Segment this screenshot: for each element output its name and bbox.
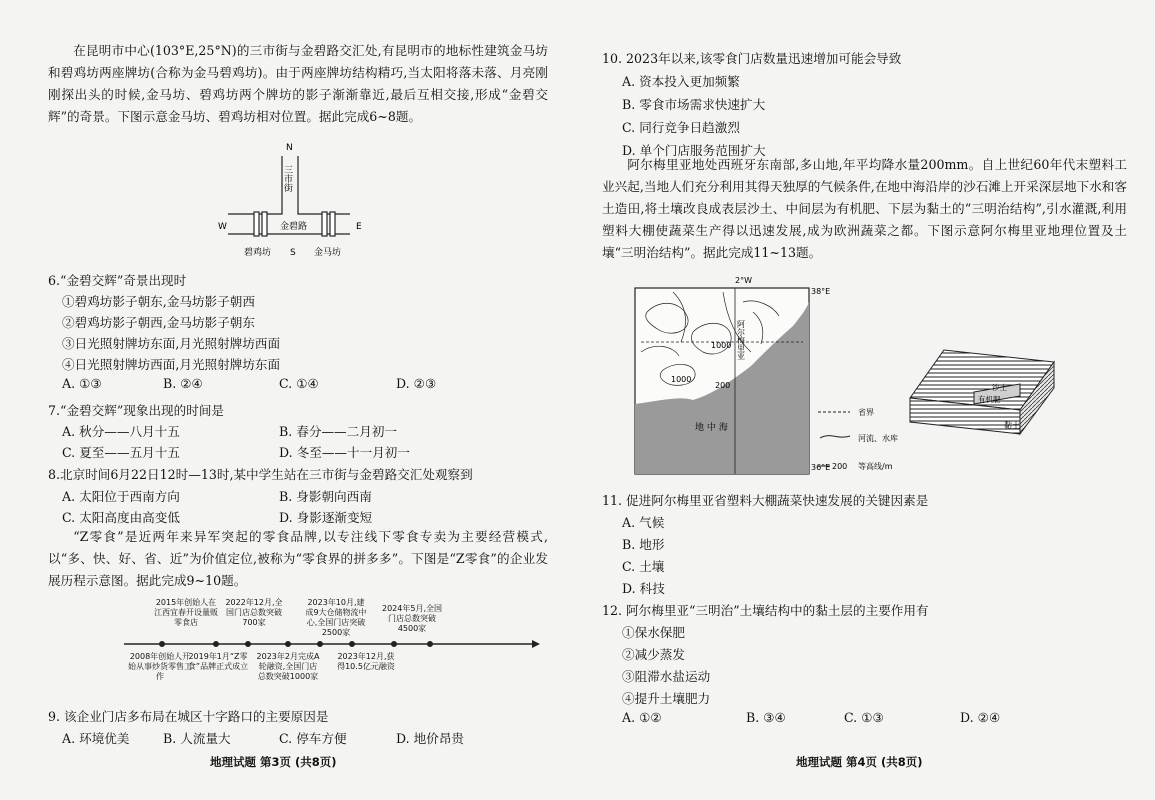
south-label: S [290,248,296,258]
q10-stem: 10. 2023年以来,该零食门店数量迅速增加可能会导致 [602,51,902,66]
q12-option-a[interactable]: A. ①② [622,710,662,725]
west-label: W [218,222,227,232]
q10-option-d[interactable]: D. 单个门店服务范围扩大 [622,143,766,158]
q7-stem: 7.“金碧交辉”现象出现的时间是 [48,403,225,418]
soil-structure-diagram [904,344,1064,444]
q7-option-a[interactable]: A. 秋分——八月十五 [62,424,180,439]
q7-option-c[interactable]: C. 夏至——五月十五 [62,445,180,460]
map-contour: 1000 [671,375,692,384]
almeria-map [633,272,843,478]
timeline-event: 2024年5月,全国门店总数突破4500家 [382,604,442,633]
timeline-event: 2023年10月,建成9大仓储物流中心,全国门店突破2500家 [305,598,367,637]
q8-option-b[interactable]: B. 身影朝向西南 [279,489,372,504]
q10-option-b[interactable]: B. 零食市场需求快速扩大 [622,97,766,112]
timeline-event: 2022年12月,全国门店总数突破700家 [225,598,283,627]
q11-option-c[interactable]: C. 土壤 [622,559,665,574]
q11-option-d[interactable]: D. 科技 [622,581,665,596]
right-page [578,0,1155,800]
q8-option-a[interactable]: A. 太阳位于西南方向 [62,489,180,504]
q6-item: ③日光照射牌坊东面,月光照射牌坊西面 [62,336,281,351]
q8-option-d[interactable]: D. 身影逐渐变短 [279,510,373,525]
q11-stem: 11. 促进阿尔梅里亚省塑料大棚蔬菜快速发展的关键因素是 [602,493,929,508]
q9-stem: 9. 该企业门店多布局在城区十字路口的主要原因是 [48,709,329,724]
q12-item: ②减少蒸发 [622,647,685,662]
legend-contour: 等高线/m [858,462,893,471]
q12-item: ④提升土壤肥力 [622,691,711,706]
q7-option-b[interactable]: B. 春分——二月初一 [279,424,398,439]
q12-item: ③阻滞水盐运动 [622,669,711,684]
bijifang-label: 碧鸡坊 [244,248,272,258]
east-label: E [356,222,362,232]
q11-option-b[interactable]: B. 地形 [622,537,665,552]
map-lon: 2°W [735,276,752,285]
q6-option-b[interactable]: B. ②④ [163,376,203,391]
q12-stem: 12. 阿尔梅里亚“三明治”土壤结构中的黏土层的主要作用有 [602,603,929,618]
q12-option-b[interactable]: B. ③④ [746,710,786,725]
timeline-event: 2023年2月完成A轮融资,全国门店总数突破1000家 [256,652,320,681]
soil-clay-label: 黏土 [1004,421,1020,430]
map-lat-top: 38°E [811,287,831,296]
q12-option-d[interactable]: D. ②④ [960,710,1001,725]
legend-river: 河流、水库 [858,434,898,443]
passage-jinbi: 在昆明市中心(103°E,25°N)的三市街与金碧路交汇处,有昆明市的地标性建筑金马坊和碧鸡坊两座牌坊(合称为金马碧鸡坊)。由于两座牌坊结构精巧,当太阳将落未落、月亮刚刚探出头的时候,金马坊、碧鸡坊两个牌坊的影子渐渐靠近,最后互相交接,形成“金碧交辉”的奇景。下图示意金马坊、碧鸡坊相对位置。据此完成6~8题。 [48,43,548,124]
timeline-event: 2015年创始人在江西宜春开设量贩零食店 [154,598,218,627]
map-sea: 地 中 海 [695,423,728,433]
page-footer: 地理试题 第3页 (共8页) [210,755,337,769]
soil-organic-label: 有机肥 [978,395,1001,404]
q12-item: ①保水保肥 [622,625,685,640]
map-contour: 200 [715,381,731,390]
passage-almeria: 阿尔梅里亚地处西班牙东南部,多山地,年平均降水量200mm。自上世纪60年代末塑料工业兴起,当地人们充分利用其得天独厚的气候条件,在地中海沿岸的沙石滩上开采深层地下水和客土造田,将土壤改良成表层沙土、中间层为有机肥、下层为黏土的“三明治结构”,引水灌溉,利用塑料大棚使蔬菜生产得以迅速发展,成为欧洲蔬菜之都。下图示意阿尔梅里亚地理位置及土壤“三明治结构”。据此完成11~13题。 [602,157,1127,260]
q12-option-c[interactable]: C. ①③ [844,710,884,725]
legend-contour-value: 200 [832,462,848,471]
road-label: 金碧路 [280,222,308,232]
q11-option-a[interactable]: A. 气候 [622,515,665,530]
jinmafang-label: 金马坊 [314,248,342,258]
q10-option-c[interactable]: C. 同行竞争日趋激烈 [622,120,740,135]
q8-stem: 8.北京时间6月22日12时—13时,某中学生站在三市街与金碧路交汇处观察到 [48,467,473,482]
timeline-event: 2019年1月“Z零食”品牌正式成立 [187,652,249,671]
q6-stem: 6.“金碧交辉”奇景出现时 [48,273,187,288]
soil-sand-label: 沙土 [992,383,1007,392]
q6-option-d[interactable]: D. ②③ [396,376,437,391]
q6-option-c[interactable]: C. ①④ [279,376,319,391]
q6-item: ②碧鸡坊影子朝西,金马坊影子朝东 [62,315,255,330]
timeline-axis [120,636,540,652]
map-contour: 1000 [711,341,732,350]
road-diagram [210,140,380,265]
q6-option-a[interactable]: A. ①③ [62,376,102,391]
q7-option-d[interactable]: D. 冬至——十一月初一 [279,445,410,460]
q8-option-c[interactable]: C. 太阳高度由高变低 [62,510,180,525]
legend-border: 省界 [858,408,874,417]
q6-item: ①碧鸡坊影子朝东,金马坊影子朝西 [62,294,255,309]
map-city: 阿尔梅里亚 [736,320,746,360]
q10-option-a[interactable]: A. 资本投入更加频繁 [622,74,740,89]
q9-option-b[interactable]: B. 人流量大 [163,731,231,746]
q6-item: ④日光照射牌坊西面,月光照射牌坊东面 [62,357,281,372]
q9-option-a[interactable]: A. 环境优美 [62,731,130,746]
map-lat-bottom: 36°E [811,463,831,472]
north-label: N [286,143,293,153]
timeline-event: 2008年创始人开始从事炒货零售工作 [128,652,192,681]
q9-option-d[interactable]: D. 地价昂贵 [396,731,465,746]
page-footer: 地理试题 第4页 (共8页) [796,755,923,769]
passage-zsnack: “Z零食”是近两年来异军突起的零食品牌,以专注线下零食专卖为主要经营模式,以“多、快、好、省、近”为价值定位,被称为“零食界的拼多多”。下图是“Z零食”的企业发展历程示意图。据此完成9~10题。 [48,529,548,588]
timeline-event: 2023年12月,获得10.5亿元融资 [337,652,395,671]
q9-option-c[interactable]: C. 停车方便 [279,731,347,746]
street-label: 三市街 [282,165,292,192]
